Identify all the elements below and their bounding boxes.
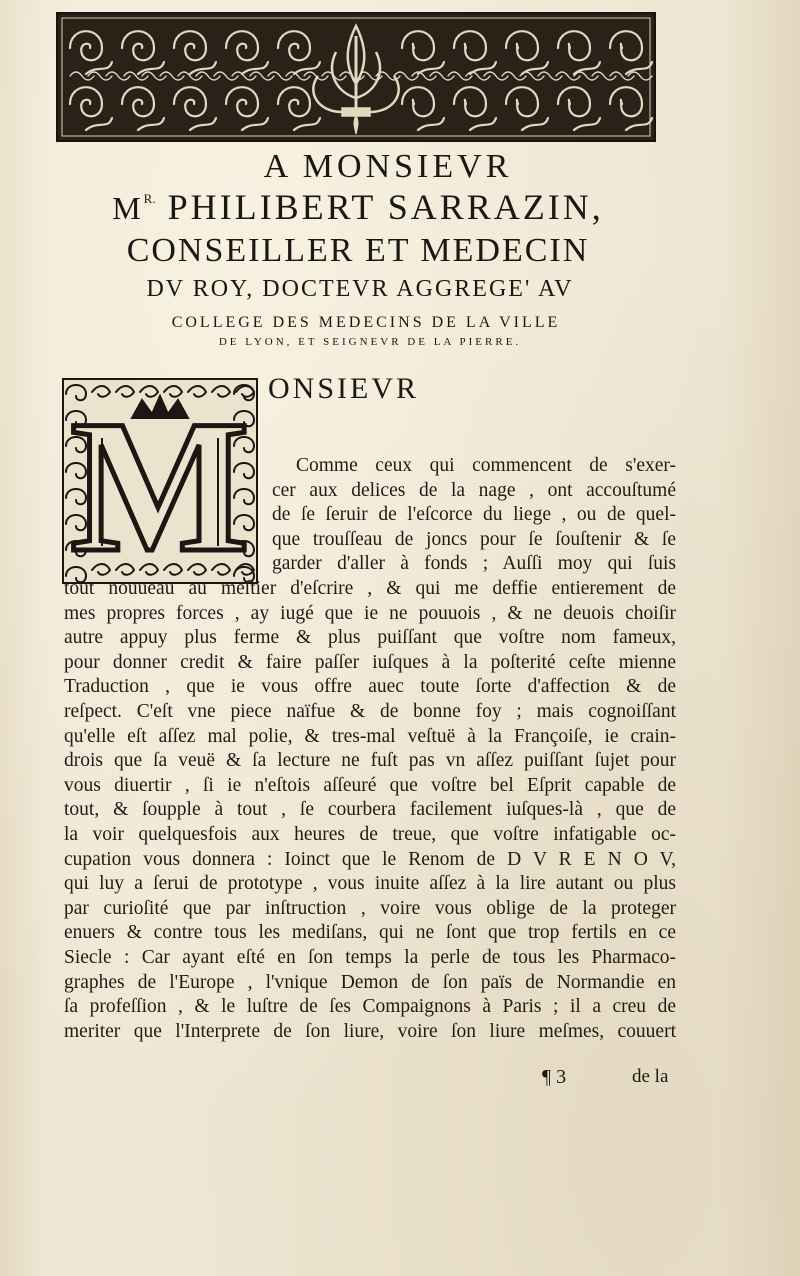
body-line: pour donner credit & faire paſſer iuſques à la poſterité ceſte mienne xyxy=(64,651,676,673)
body-line: vous diuertir , ſi ie n'eſtois aſſeuré que voſtre bel Eſprit capable de xyxy=(64,774,676,796)
dedication-title-line-1: A MONSIEVR xyxy=(263,148,513,185)
body-line: par curioſité que par inſtruction , voire vous oblige de la proteger xyxy=(64,897,676,919)
body-line: mes propres forces , ay iugé que ie ne pouuois , & ne deuois choiſir xyxy=(64,602,676,624)
body-line: tout, & ſoupple à tout , ſe courbera facilement iuſques-là , que de xyxy=(64,799,676,821)
decorated-initial xyxy=(62,378,258,584)
title-abbrev-superscript: R. xyxy=(143,191,156,206)
body-line: Comme ceux qui commencent de s'exer- xyxy=(296,455,676,476)
body-line: meriter que l'Interprete de ſon liure, voire ſon liure meſmes, couuert xyxy=(64,1020,676,1042)
section-heading: ONSIEVR xyxy=(268,372,420,405)
dedication-title-line-6: DE LYON, ET SEIGNEVR DE LA PIERRE. xyxy=(218,336,522,348)
body-line: reſpect. C'eſt vne piece naïfue & de bonne foy ; mais cognoiſſant xyxy=(64,701,676,722)
signature-mark: ¶ 3 xyxy=(542,1066,567,1088)
catchword: de la xyxy=(632,1066,669,1087)
body-line: que trouſſeau de joncs pour ſe ſouſtenir & ſe xyxy=(272,528,676,550)
body-line: enuers & contre tous les mediſans, qui ne ſont que trop fertils en ce xyxy=(64,922,676,944)
body-line: qu'elle eſt aſſez mal polie, & tres-mal veſtuë à la Françoiſe, ie crain- xyxy=(64,725,676,747)
body-line: autre appuy plus ferme & plus puiſſant que voſtre nom fameux, xyxy=(64,627,676,649)
body-line: tout nouueau au meſtier d'eſcrire , & qui me deffie entierement de xyxy=(64,578,676,599)
dedication-title-line-3: CONSEILLER ET MEDECIN xyxy=(126,232,590,269)
body-line: cupation vous donnera : Ioinct que le Renom de D V R E N O V, xyxy=(64,848,676,870)
body-line: graphes de l'Europe , l'vnique Demon de ſon païs de Normandie en xyxy=(64,971,676,993)
body-line: Traduction , que ie vous offre auec toute ſorte d'affection & de xyxy=(64,676,676,698)
body-line: Siecle : Car ayant eſté en ſon temps la perle de tous les Pharmaco- xyxy=(64,947,676,968)
initial-letter: M xyxy=(70,382,250,584)
body-line: qui luy a ſerui de prototype , vous inuite aſſez à la lire autant ou plus xyxy=(64,873,676,895)
body-line: la voir quelquesfois aux heures de treue, que voſtre infatigable oc- xyxy=(64,824,676,845)
dedication-title-line-5: COLLEGE DES MEDECINS DE LA VILLE xyxy=(171,314,561,331)
dedication-title-line-4: DV ROY, DOCTEVR AGGREGE' AV xyxy=(146,276,574,302)
body-line: de ſe ſeruir de l'eſcorce du liege , ou de quel- xyxy=(272,504,676,526)
body-line: drois que ſa veuë & ſa lecture ne fuſt pas vn aſſez puiſſant ſujet pour xyxy=(64,750,676,772)
dedication-title-line-2 xyxy=(0,186,716,228)
body-line: ſa profeſſion , & le luſtre de ſes Compaignons à Paris ; il a creu de xyxy=(64,996,676,1018)
ornamental-headpiece xyxy=(56,12,656,142)
title-abbrev-m: M xyxy=(112,190,144,226)
body-line: garder d'aller à fonds ; Auſſi moy qui ſuis xyxy=(272,553,676,575)
title-name: PHILIBERT SARRAZIN, xyxy=(155,187,604,227)
body-line: cer aux delices de la nage , ont accouſtumé xyxy=(272,479,676,501)
